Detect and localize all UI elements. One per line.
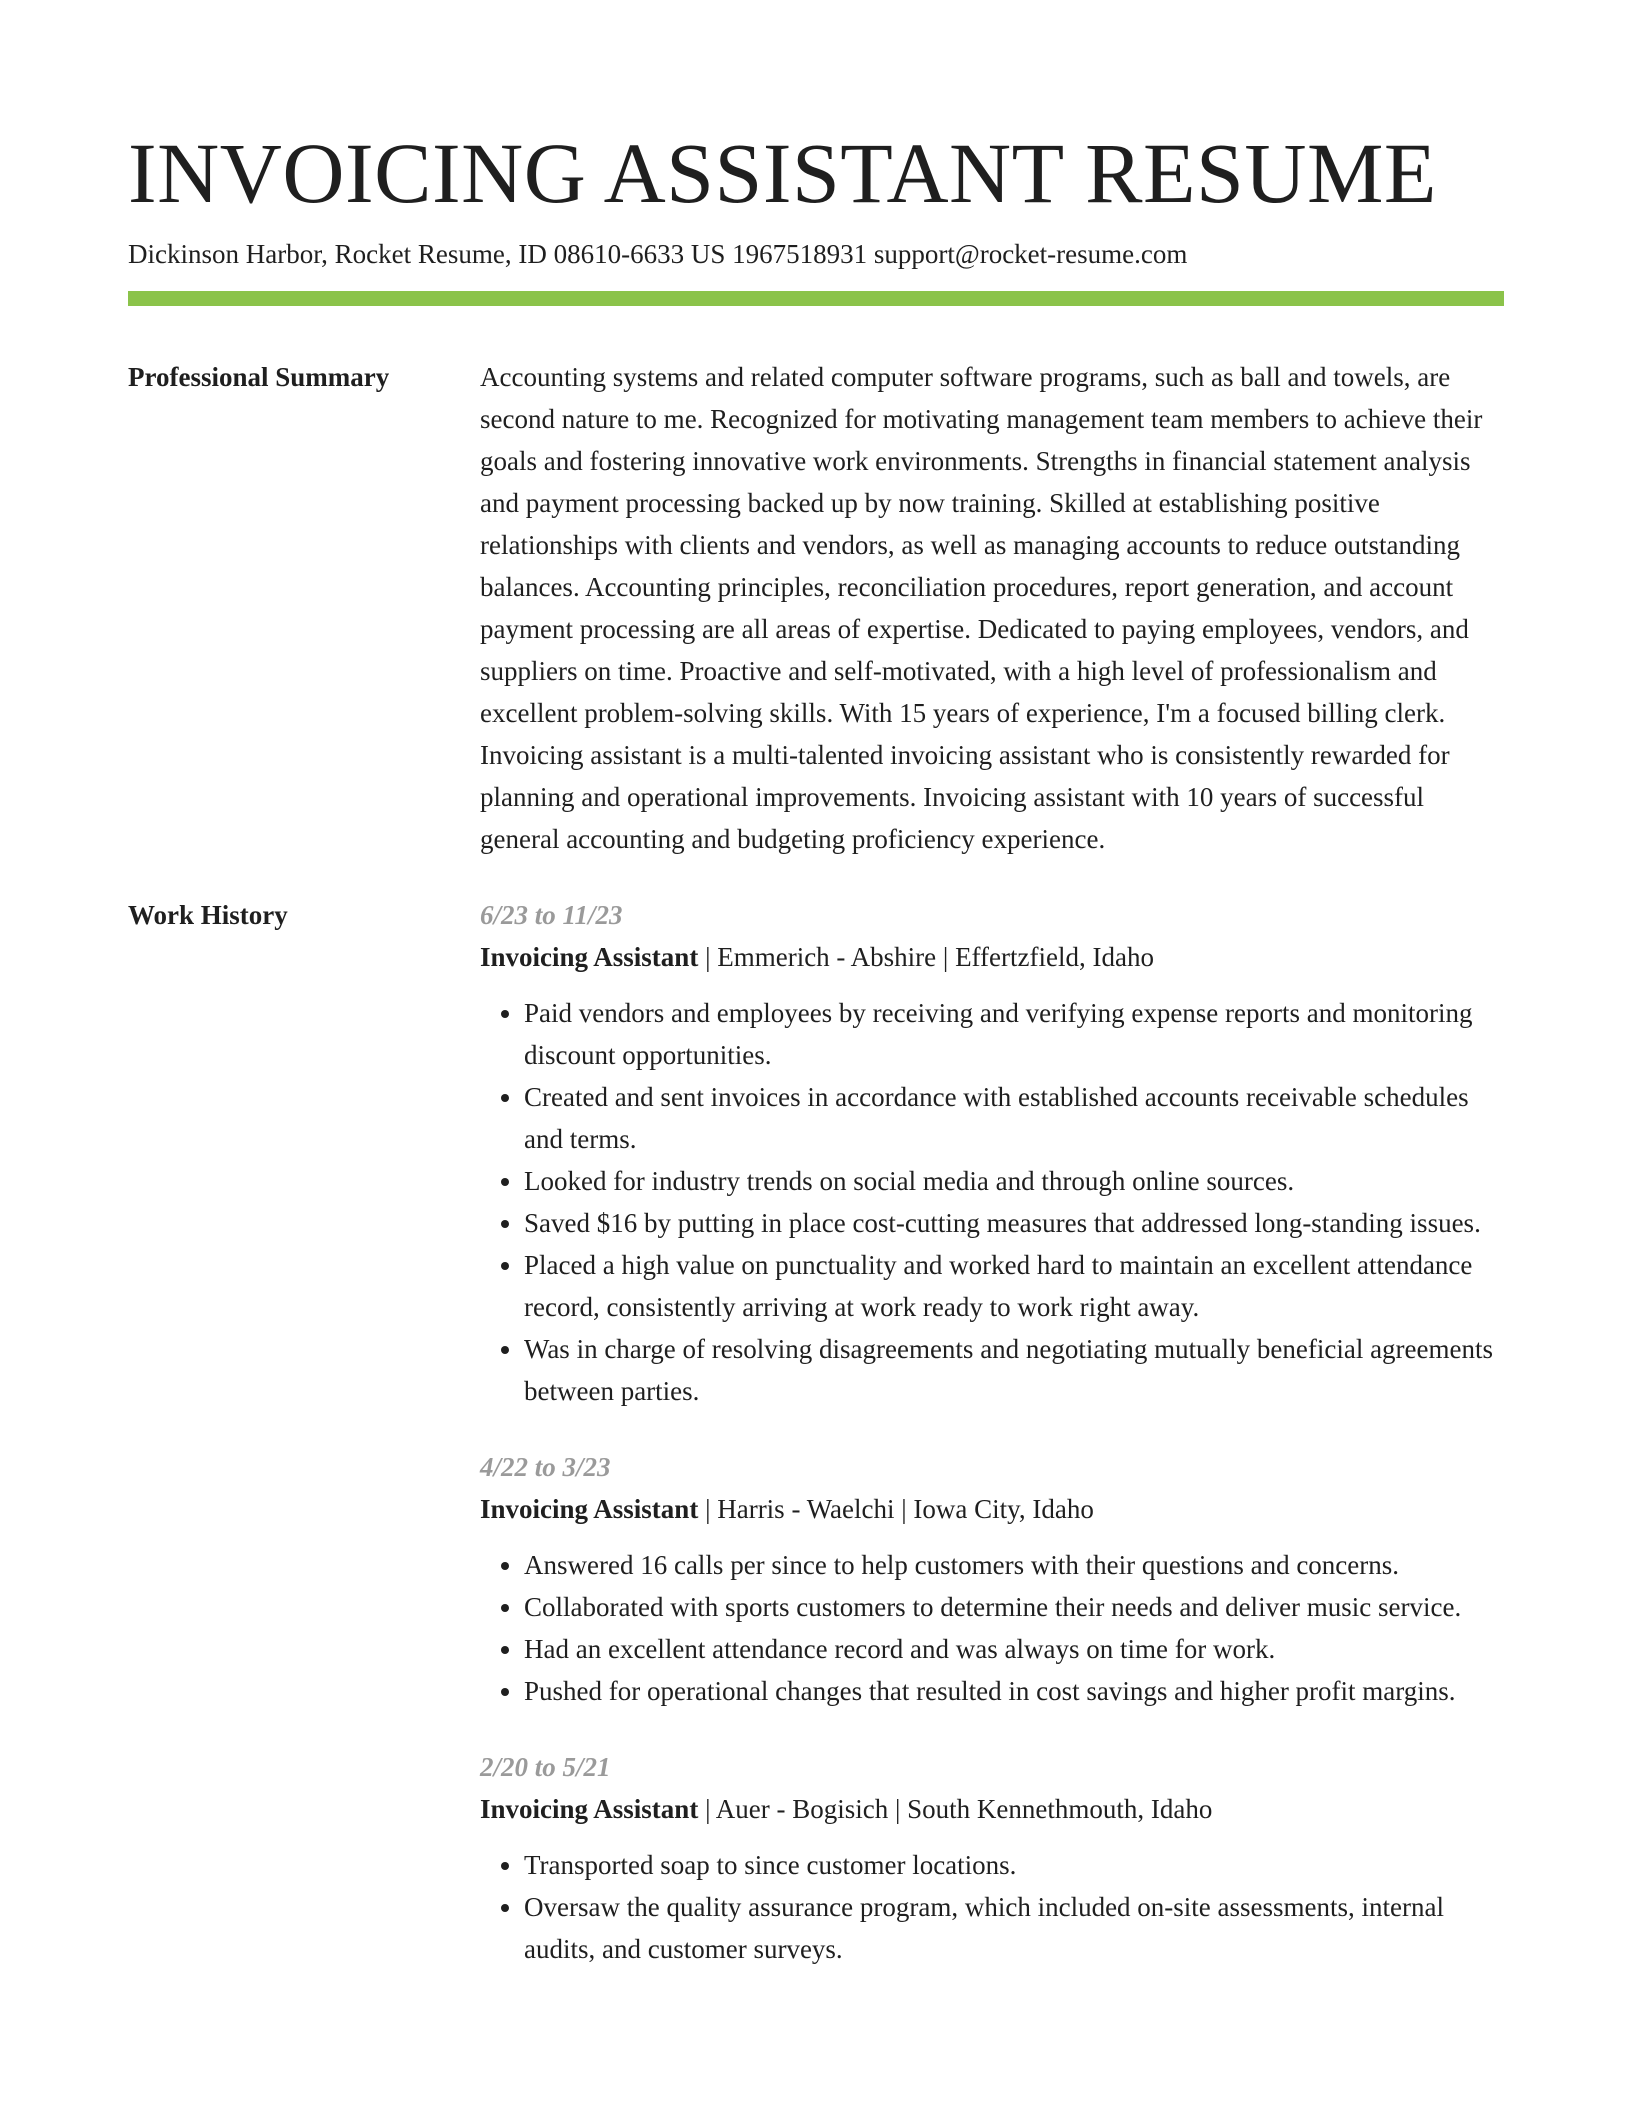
contact-address: Dickinson Harbor, Rocket Resume, ID 08610-6633 US [128,239,726,269]
resume-title: INVOICING ASSISTANT RESUME [128,125,1437,221]
job-bullet: • Paid vendors and employees by receiving and verifying expense reports and monitoring discount opportunities. [524,992,1504,1076]
job-details: | Emmerich - Abshire | Effertzfield, Idaho [698,942,1154,972]
job-bullet: • Pushed for operational changes that resulted in cost savings and higher profit margins. [524,1670,1504,1712]
job-bullet: • Was in charge of resolving disagreements and negotiating mutually beneficial agreements between parties. [524,1328,1504,1412]
job-bullets [480,1544,1504,1712]
job-bullet: • Placed a high value on punctuality and worked hard to maintain an excellent attendance record, consistently arriving at work ready to work right away. [524,1244,1504,1328]
contact-email: support@rocket-resume.com [873,239,1188,269]
job-bullets [480,992,1504,1412]
job-entry [480,1746,1504,1970]
work-history-heading: Work History [128,900,288,930]
summary-heading: Professional Summary [128,362,390,392]
job-dates: 6/23 to 11/23 [480,900,623,930]
job-entry [480,1446,1504,1712]
contact-phone: 1967518931 [732,239,868,269]
job-bullet: • Collaborated with sports customers to determine their needs and deliver music service. [524,1586,1504,1628]
resume-page [128,118,1504,2004]
contact-line [128,236,1504,272]
job-bullet: • Created and sent invoices in accordance with established accounts receivable schedules and terms. [524,1076,1504,1160]
job-bullet: • Saved $16 by putting in place cost-cutting measures that addressed long-standing issues. [524,1202,1504,1244]
summary-text: Accounting systems and related computer software programs, such as ball and towels, are second nature to me. Recognized for motivating management team members to achieve their goals and fostering innovative work environments. Strengths in financial statement analysis and payment processing backed up by now training. Skilled at establishing positive relationships with clients and vendors, as well as managing accounts to reduce outstanding balances. Accounting principles, reconciliation procedures, report generation, and account payment processing are all areas of expertise. Dedicated to paying employees, vendors, and suppliers on time. Proactive and self-motivated, with a high level of professionalism and excellent problem-solving skills. With 15 years of experience, I'm a focused billing clerk. Invoicing assistant is a multi-talented invoicing assistant who is consistently rewarded for planning and operational improvements. Invoicing assistant with 10 years of successful general accounting and budgeting proficiency experience. [480,362,1483,854]
job-details: | Auer - Bogisich | South Kennethmouth, Idaho [698,1794,1213,1824]
job-title: Invoicing Assistant [480,942,699,972]
work-history-section [128,894,1504,2004]
job-dates: 2/20 to 5/21 [480,1752,611,1782]
header-divider [128,291,1504,306]
job-heading [480,1488,1504,1530]
job-entry [480,894,1504,1412]
job-title: Invoicing Assistant [480,1794,699,1824]
job-heading [480,1788,1504,1830]
job-bullets [480,1844,1504,1970]
job-bullet: • Oversaw the quality assurance program, which included on-site assessments, internal audits, and customer surveys. [524,1886,1504,1970]
job-title: Invoicing Assistant [480,1494,699,1524]
job-bullet: • Transported soap to since customer locations. [524,1844,1504,1886]
job-dates: 4/22 to 3/23 [480,1452,611,1482]
job-details: | Harris - Waelchi | Iowa City, Idaho [698,1494,1094,1524]
job-bullet: • Answered 16 calls per since to help customers with their questions and concerns. [524,1544,1504,1586]
summary-section [128,356,1504,860]
job-bullet: • Looked for industry trends on social media and through online sources. [524,1160,1504,1202]
job-bullet: • Had an excellent attendance record and was always on time for work. [524,1628,1504,1670]
summary-body [480,356,1504,860]
job-heading [480,936,1504,978]
work-history-body [480,894,1504,2004]
